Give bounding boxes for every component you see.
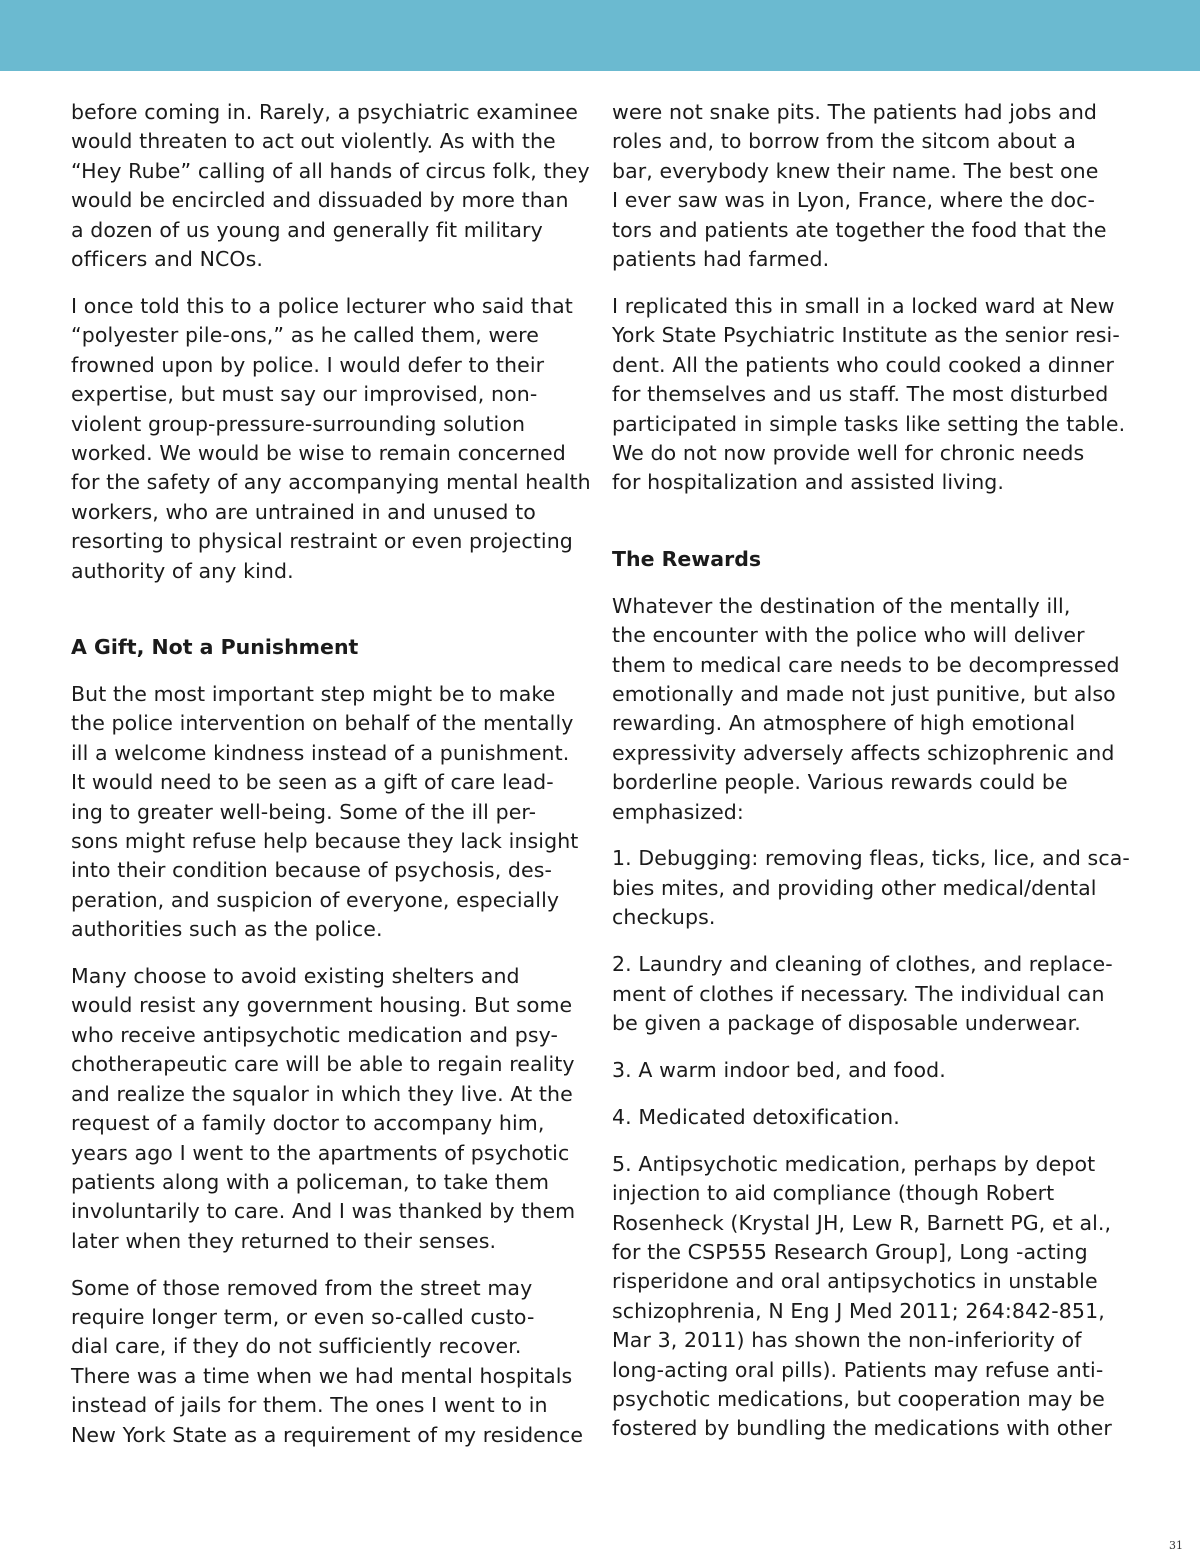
paragraph: [612, 292, 1142, 498]
right-column: [612, 98, 1142, 1461]
text-line: for hospitalization and assisted living.: [612, 470, 1005, 495]
text-line: who receive antipsychotic medication and psy-: [71, 1022, 559, 1047]
text-line: before coming in. Rarely, a psychiatric examinee: [71, 100, 579, 124]
text-line: patients had farmed.: [612, 247, 830, 272]
text-line: chotherapeutic care will be able to regain reality: [71, 1052, 575, 1077]
text-line: for the safety of any accompanying mental health: [71, 470, 591, 495]
text-line: emotionally and made not just punitive, but also: [612, 681, 1116, 706]
text-line: There was a time when we had mental hospitals: [71, 1363, 573, 1388]
left-column: [71, 98, 601, 1468]
text-line: patients along with a policeman, to take them: [71, 1169, 550, 1194]
text-line: injection to aid compliance (though Robert: [612, 1181, 1055, 1206]
text-line: would threaten to act out violently. As with the: [71, 129, 556, 154]
text-line: and realize the squalor in which they live. At the: [71, 1081, 573, 1106]
text-line: rewarding. An atmosphere of high emotional: [612, 711, 1076, 736]
text-line: psychotic medications, but cooperation may be: [612, 1386, 1105, 1411]
text-line: expertise, but must say our improvised, non-: [71, 382, 538, 407]
text-line: a dozen of us young and generally fit military: [71, 217, 543, 242]
text-line: be given a package of disposable underwear.: [612, 1010, 1081, 1035]
text-line: request of a family doctor to accompany him,: [71, 1111, 545, 1136]
list-item: [612, 1150, 1142, 1444]
text-line: ing to greater well-being. Some of the ill per-: [71, 799, 537, 824]
text-line: would resist any government housing. But some: [71, 993, 573, 1018]
text-line: schizophrenia, N Eng J Med 2011; 264:842-851,: [612, 1298, 1105, 1323]
text-line: checkups.: [612, 905, 716, 930]
text-line: roles and, to borrow from the sitcom about a: [612, 129, 1076, 154]
list-item: [612, 1103, 1142, 1132]
text-line: tors and patients ate together the food that the: [612, 217, 1107, 242]
text-line: bar, everybody knew their name. The best one: [612, 158, 1099, 183]
text-line: ill a welcome kindness instead of a punishment.: [71, 740, 570, 765]
text-line: ment of clothes if necessary. The individual can: [612, 981, 1105, 1006]
text-line: Whatever the destination of the mentally ill,: [612, 593, 1071, 618]
text-line: 2. Laundry and cleaning of clothes, and replace-: [612, 952, 1113, 977]
text-line: peration, and suspicion of everyone, especially: [71, 887, 560, 912]
text-line: authority of any kind.: [71, 558, 294, 583]
text-line: were not snake pits. The patients had jobs and: [612, 100, 1098, 124]
text-line: frowned upon by police. I would defer to their: [71, 352, 545, 377]
text-line: borderline people. Various rewards could be: [612, 770, 1068, 795]
text-line: officers and NCOs.: [71, 247, 264, 272]
header-color-band: [0, 0, 1200, 71]
text-line: later when they returned to their senses.: [71, 1228, 497, 1253]
text-line: for the CSP555 Research Group], Long -acting: [612, 1239, 1088, 1264]
text-line: them to medical care needs to be decompressed: [612, 652, 1120, 677]
section-heading: A Gift, Not a Punishment: [71, 635, 359, 659]
text-line: “polyester pile-ons,” as he called them, were: [71, 323, 539, 348]
text-line: involuntarily to care. And I was thanked by them: [71, 1199, 576, 1224]
text-line: worked. We would be wise to remain concerned: [71, 440, 566, 465]
paragraph: [71, 680, 601, 945]
text-line: 4. Medicated detoxification.: [612, 1104, 900, 1129]
text-line: instead of jails for them. The ones I went to in: [71, 1393, 548, 1418]
text-line: I ever saw was in Lyon, France, where the doc-: [612, 188, 1096, 213]
text-line: dial care, if they do not sufficiently recover.: [71, 1334, 522, 1359]
text-line: bies mites, and providing other medical/dental: [612, 875, 1097, 900]
paragraph: [612, 592, 1142, 827]
text-line: 3. A warm indoor bed, and food.: [612, 1057, 946, 1082]
paragraph: [71, 98, 601, 274]
text-line: dent. All the patients who could cooked a dinner: [612, 352, 1115, 377]
text-line: Some of those removed from the street may: [71, 1275, 533, 1300]
paragraph: [612, 98, 1142, 274]
text-line: I replicated this in small in a locked ward at New: [612, 293, 1115, 318]
text-line: into their condition because of psychosis, des-: [71, 858, 553, 883]
text-line: Rosenheck (Krystal JH, Lew R, Barnett PG, et al.,: [612, 1210, 1112, 1235]
text-line: require longer term, or even so-called custo-: [71, 1305, 535, 1330]
list-item: [612, 1056, 1142, 1085]
text-line: sons might refuse help because they lack insight: [71, 828, 579, 853]
text-line: workers, who are untrained in and unused to: [71, 499, 536, 524]
text-line: Mar 3, 2011) has shown the non-inferiority of: [612, 1328, 1082, 1353]
text-line: participated in simple tasks like setting the table.: [612, 411, 1126, 436]
text-line: New York State as a requirement of my residence: [71, 1422, 584, 1447]
text-line: the encounter with the police who will deliver: [612, 623, 1085, 648]
paragraph: [71, 962, 601, 1256]
text-line: for themselves and us staff. The most disturbed: [612, 382, 1109, 407]
text-line: Many choose to avoid existing shelters and: [71, 964, 520, 989]
text-line: 1. Debugging: removing fleas, ticks, lice, and sca-: [612, 846, 1130, 871]
text-line: York State Psychiatric Institute as the senior resi-: [612, 323, 1120, 348]
text-line: I once told this to a police lecturer who said that: [71, 293, 573, 318]
text-line: 5. Antipsychotic medication, perhaps by depot: [612, 1151, 1096, 1176]
text-line: violent group-pressure-surrounding solution: [71, 411, 526, 436]
section-heading: The Rewards: [612, 546, 762, 571]
text-line: risperidone and oral antipsychotics in unstable: [612, 1269, 1098, 1294]
text-line: resorting to physical restraint or even projecting: [71, 529, 573, 554]
paragraph: [71, 1274, 601, 1450]
text-line: expressivity adversely affects schizophrenic and: [612, 740, 1115, 765]
text-line: “Hey Rube” calling of all hands of circus folk, they: [71, 158, 590, 183]
text-line: emphasized:: [612, 799, 744, 824]
page-number: 31: [1169, 1539, 1183, 1552]
list-item: [612, 950, 1142, 1038]
text-line: would be encircled and dissuaded by more than: [71, 188, 569, 213]
text-line: the police intervention on behalf of the mentally: [71, 711, 574, 736]
text-line: years ago I went to the apartments of psychotic: [71, 1140, 570, 1165]
list-item: [612, 844, 1142, 932]
text-line: We do not now provide well for chronic needs: [612, 440, 1085, 465]
paragraph: [71, 292, 601, 586]
text-line: authorities such as the police.: [71, 917, 383, 942]
text-line: It would need to be seen as a gift of care lead-: [71, 770, 554, 795]
text-line: fostered by bundling the medications with other: [612, 1416, 1112, 1441]
text-line: But the most important step might be to make: [71, 681, 556, 706]
text-line: long-acting oral pills). Patients may refuse anti-: [612, 1357, 1104, 1382]
